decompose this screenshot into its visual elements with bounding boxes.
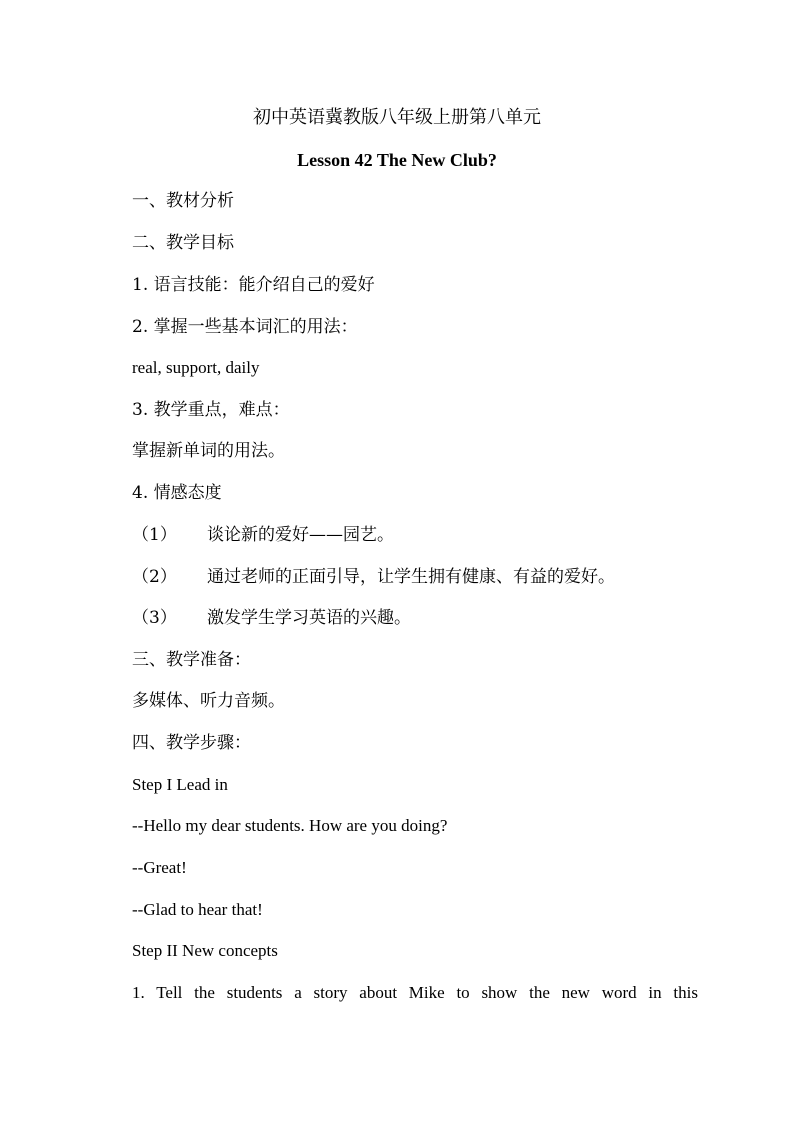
step-lead-in: Step I Lead in [132, 775, 228, 794]
preparation-text: 多媒体、听力音频。 [132, 691, 285, 711]
goal-attitude: 4. 情感态度 [132, 483, 222, 503]
dialogue-line: --Glad to hear that! [132, 900, 263, 919]
lesson-title: Lesson 42 The New Club? [297, 150, 497, 170]
list-item-number: （1） [132, 525, 177, 545]
section-heading-analysis: 一、教材分析 [132, 191, 234, 211]
section-heading-steps: 四、教学步骤： [132, 733, 251, 753]
section-heading-preparation: 三、教学准备： [132, 650, 251, 670]
goal-vocabulary: 2. 掌握一些基本词汇的用法： [132, 317, 358, 337]
list-item-text: 通过老师的正面引导，让学生拥有健康、有益的爱好。 [207, 567, 615, 587]
key-points-text: 掌握新单词的用法。 [132, 441, 285, 461]
document-title: 初中英语冀教版八年级上册第八单元 [253, 107, 541, 128]
goal-key-points: 3. 教学重点，难点： [132, 400, 290, 420]
step-new-concepts: Step II New concepts [132, 941, 278, 960]
goal-language-skill: 1. 语言技能：能介绍自己的爱好 [132, 275, 375, 295]
vocabulary-words: real, support, daily [132, 358, 260, 377]
section-heading-goals: 二、教学目标 [132, 233, 234, 253]
list-item-text: 激发学生学习英语的兴趣。 [207, 608, 411, 628]
paragraph-text: 1. Tell the students a story about Mike to show the new word in this [132, 983, 698, 1002]
dialogue-line: --Great! [132, 858, 187, 877]
list-item-text: 谈论新的爱好——园艺。 [207, 525, 394, 545]
dialogue-line: --Hello my dear students. How are you doing? [132, 816, 448, 835]
list-item-number: （2） [132, 567, 177, 587]
list-item-number: （3） [132, 608, 177, 628]
